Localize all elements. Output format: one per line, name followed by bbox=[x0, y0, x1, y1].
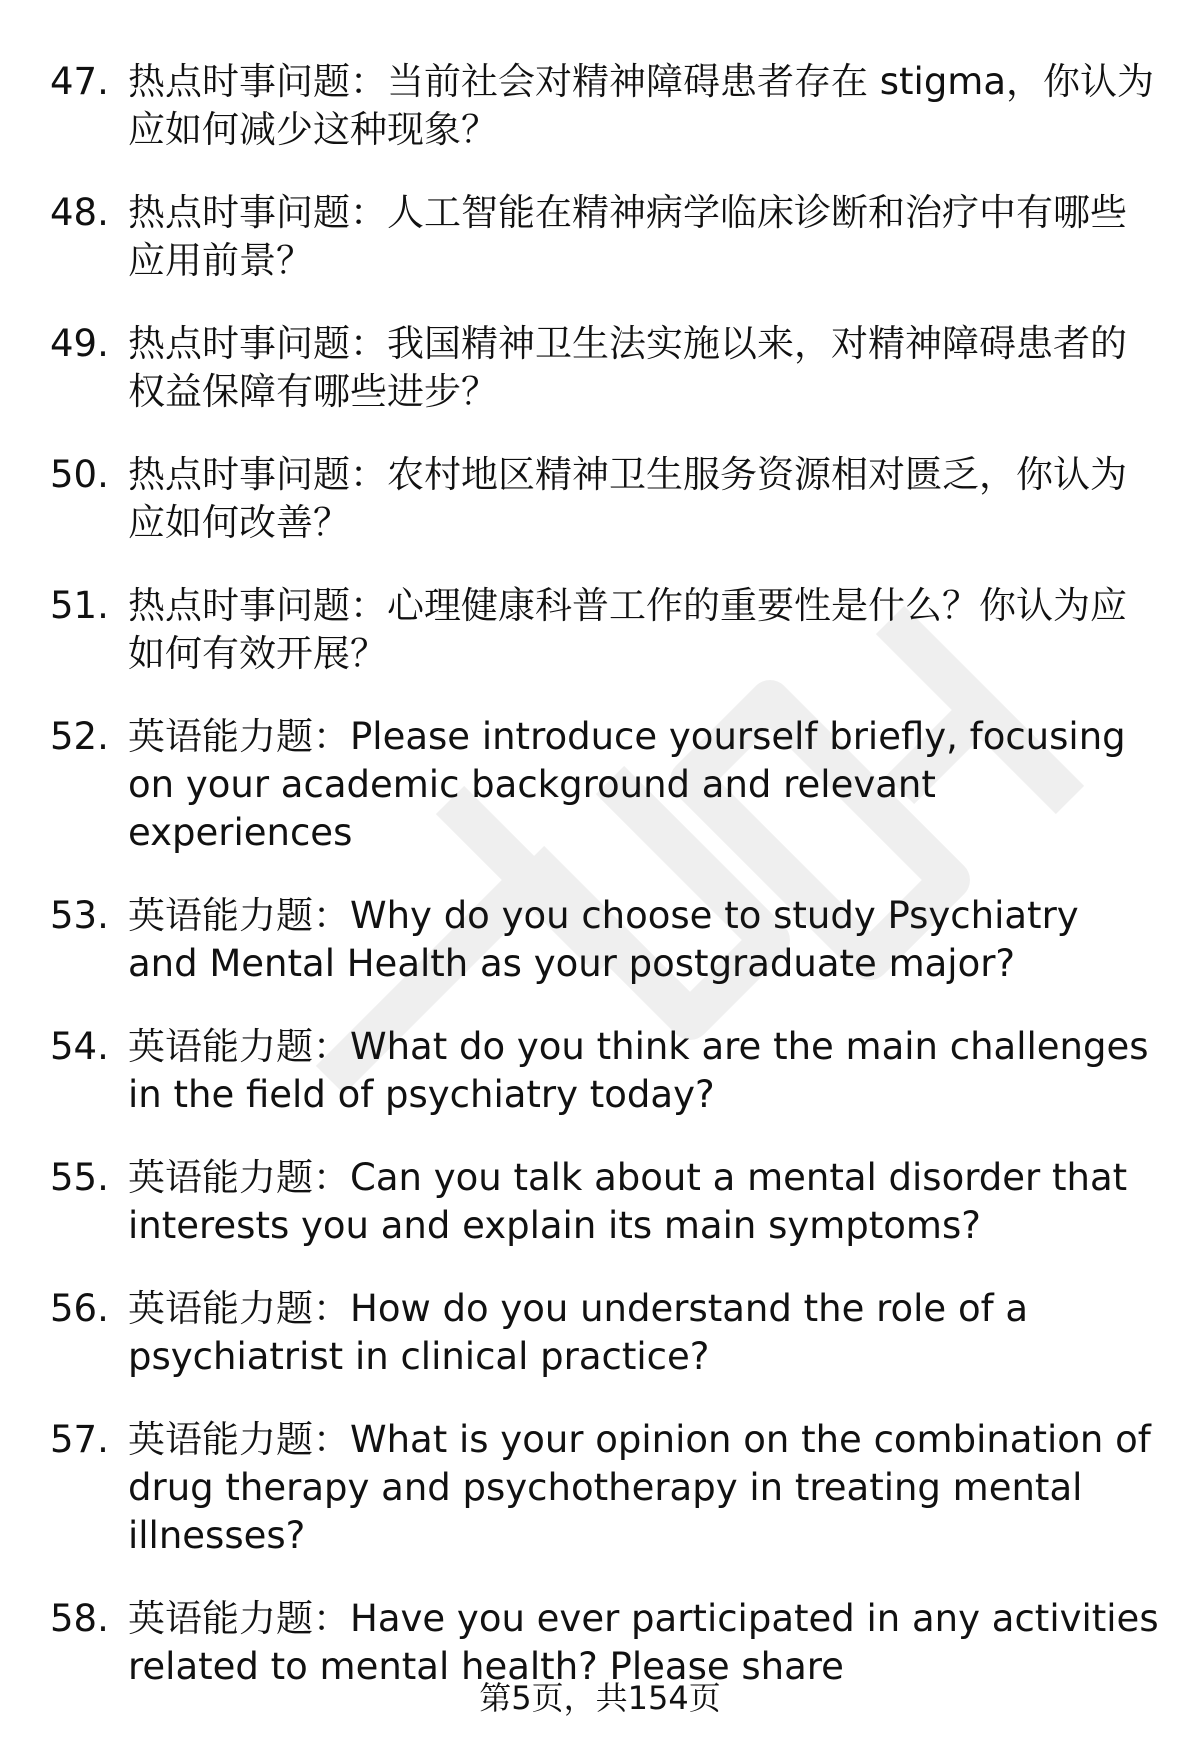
question-number: 50. bbox=[50, 453, 109, 496]
question-text: 英语能力题：Have you ever participated in any activities related to mental health? Please share bbox=[128, 1597, 1159, 1688]
question-text: 热点时事问题：当前社会对精神障碍患者存在 stigma，你认为应如何减少这种现象？ bbox=[128, 60, 1155, 151]
question-number: 48. bbox=[50, 191, 109, 234]
list-item bbox=[50, 1416, 1160, 1560]
question-number: 56. bbox=[50, 1287, 109, 1330]
question-text: 英语能力题：How do you understand the role of a psychiatrist in clinical practice? bbox=[128, 1287, 1029, 1378]
question-text: 热点时事问题：心理健康科普工作的重要性是什么？你认为应如何有效开展？ bbox=[128, 584, 1127, 675]
list-item bbox=[50, 189, 1160, 285]
question-text: 英语能力题：Can you talk about a mental disorder that interests you and explain its main symptoms? bbox=[128, 1156, 1128, 1247]
question-list bbox=[50, 58, 1160, 1726]
list-item bbox=[50, 58, 1160, 154]
question-text: 英语能力题：What is your opinion on the combination of drug therapy and psychotherapy in treating mental illnesses? bbox=[128, 1418, 1151, 1557]
page-indicator: 第5页，共154页 bbox=[479, 1679, 721, 1717]
question-number: 57. bbox=[50, 1418, 109, 1461]
list-item bbox=[50, 582, 1160, 678]
list-item bbox=[50, 451, 1160, 547]
list-item bbox=[50, 320, 1160, 416]
question-text: 英语能力题：What do you think are the main challenges in the field of psychiatry today? bbox=[128, 1025, 1149, 1116]
question-number: 51. bbox=[50, 584, 109, 627]
question-number: 53. bbox=[50, 894, 109, 937]
question-number: 55. bbox=[50, 1156, 109, 1199]
question-text: 英语能力题：Why do you choose to study Psychiatry and Mental Health as your postgraduate major? bbox=[128, 894, 1079, 985]
question-text: 热点时事问题：我国精神卫生法实施以来，对精神障碍患者的权益保障有哪些进步？ bbox=[128, 322, 1127, 413]
list-item bbox=[50, 1023, 1160, 1119]
page-footer bbox=[0, 1678, 1200, 1718]
question-number: 54. bbox=[50, 1025, 109, 1068]
list-item bbox=[50, 713, 1160, 857]
question-text: 热点时事问题：农村地区精神卫生服务资源相对匮乏，你认为应如何改善？ bbox=[128, 453, 1127, 544]
list-item bbox=[50, 892, 1160, 988]
question-number: 49. bbox=[50, 322, 109, 365]
question-text: 热点时事问题：人工智能在精神病学临床诊断和治疗中有哪些应用前景？ bbox=[128, 191, 1127, 282]
list-item bbox=[50, 1595, 1160, 1691]
question-text: 英语能力题：Please introduce yourself briefly, focusing on your academic background and relevant experiences bbox=[128, 715, 1126, 854]
question-number: 58. bbox=[50, 1597, 109, 1640]
list-item bbox=[50, 1154, 1160, 1250]
list-item bbox=[50, 1285, 1160, 1381]
question-number: 47. bbox=[50, 60, 109, 103]
question-number: 52. bbox=[50, 715, 109, 758]
